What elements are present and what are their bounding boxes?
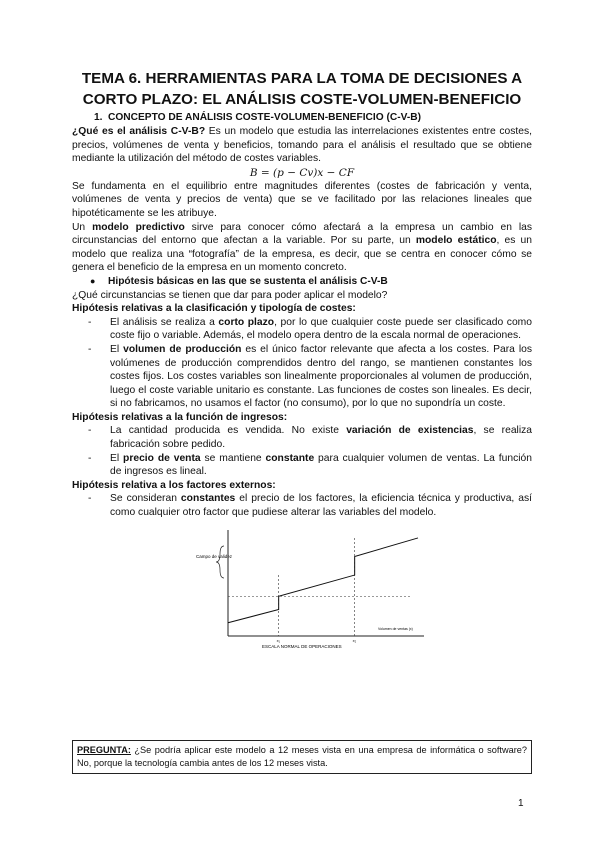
text-span: La cantidad producida es vendida. No existe: [110, 425, 347, 437]
term-predictive-model: modelo predictivo: [92, 221, 185, 233]
intro-paragraph: [72, 125, 532, 166]
x-tick-label: x₂: [352, 637, 357, 643]
text-span: para cualquier volumen de ventas. La función de ingresos es lineal.: [110, 452, 532, 478]
cvb-chart-svg: [192, 524, 432, 654]
cvb-chart: [72, 524, 532, 654]
section-number: 1.: [94, 112, 103, 123]
x-tick-label: x₁: [276, 637, 281, 643]
term-static-model: modelo estático: [415, 235, 497, 247]
text-span: el precio de los factores, la eficiencia técnica y productiva, así como cualquier otro factor que pudiese alterar las variables del modelo.: [110, 493, 532, 519]
page-body: [72, 68, 532, 654]
text-span: , es un modelo que realiza una “fotografía” de la empresa, es decir, que se centra en conocer cómo se genera el beneficio de la empresa en un momento concreto.: [72, 235, 532, 274]
bullet-icon: ●: [90, 275, 96, 286]
text-span: Un: [72, 221, 93, 233]
hypothesis-income-heading: Hipótesis relativas a la función de ingresos:: [72, 411, 288, 423]
profit-formula: B = (p − Cv)x − CF: [249, 166, 355, 179]
term-bold: constante: [265, 452, 315, 464]
bullet-text: Hipótesis básicas en las que se sustenta el análisis C-V-B: [108, 275, 388, 287]
page-number: 1: [518, 798, 524, 809]
text-span: , por lo que cualquier coste puede ser clasificado como coste fijo o variable. Además, el modelo opera dentro de la escala normal de operaciones.: [110, 316, 532, 342]
term-bold: constantes: [180, 493, 236, 505]
hypothesis-costs-list: [72, 316, 532, 411]
list-item: - Se consideran constantes el precio de los factores, la eficiencia técnica y productiva, así como cualquier otro factor que pudiese alterar las variables del modelo.: [88, 493, 532, 519]
hypothesis-external-heading: Hipótesis relativa a los factores externos:: [72, 479, 276, 491]
term-bold: corto plazo: [218, 316, 275, 328]
validity-brace: [216, 546, 224, 578]
x-axis-label: ESCALA NORMAL DE OPERACIONES: [262, 643, 342, 649]
hypothesis-costs-heading: Hipótesis relativas a la clasificación y tipología de costes:: [72, 303, 356, 315]
list-item: - El precio de venta se mantiene constante para cualquier volumen de ventas. La función de ingresos es lineal.: [88, 452, 532, 478]
question-label: PREGUNTA:: [77, 745, 131, 755]
text-span: sirve para conocer cómo afectará a la empresa un cambio en las circunstancias del entorno que afectan a la variable. Por su parte, un: [72, 221, 532, 247]
term-bold: precio de venta: [123, 452, 201, 464]
term-bold: variación de existencias: [346, 425, 474, 437]
document-title: TEMA 6. HERRAMIENTAS PARA LA TOMA DE DECISIONES A CORTO PLAZO: EL ANÁLISIS COSTE-VOLUMEN-BENEFICIO: [81, 70, 523, 108]
term-bold: volumen de producción: [123, 343, 242, 355]
text-span: se mantiene: [200, 452, 266, 464]
cost-function-line: [228, 538, 418, 623]
section-title: CONCEPTO DE ANÁLISIS COSTE-VOLUMEN-BENEFICIO (C-V-B): [108, 112, 421, 123]
text-span: , se realiza fabricación sobre pedido.: [110, 425, 532, 451]
hypothesis-income-list: [72, 424, 532, 478]
text-span: El análisis se realiza a: [110, 316, 219, 328]
question-text: ¿Se podría aplicar este modelo a 12 meses vista en una empresa de informática o software? No, porque la tecnología cambia antes de los 12 meses vista.: [77, 745, 527, 768]
x-axis-right-label: Volumen de ventas (x): [378, 626, 413, 631]
hypothesis-external-list: [72, 492, 532, 519]
section-heading: [94, 111, 532, 125]
text-span: es el único factor relevante que afecta a los costes. Para los volúmenes de producción comprendidos dentro del rango, se mantienen constantes los costes fijos. Los costes variables son linealmente proporcionales al volumen de producción, luego el coste variable unitario es constante. Las funciones de costes son lineales. Es decir, si no fabricamos, no usamos el factor (no consumo), por lo que no supondría un coste.: [110, 343, 532, 410]
fundament-paragraph: Se fundamenta en el equilibrio entre magnitudes diferentes (costes de fabricación y venta, volúmenes de venta y precios de venta) que se ve facilitado por las relaciones lineales que hipotéticamente se les atribuye.: [72, 180, 532, 219]
model-paragraph: [72, 221, 532, 275]
list-item: - El análisis se realiza a corto plazo, por lo que cualquier coste puede ser clasificado como coste fijo o variable. Además, el modelo opera dentro de la escala normal de operaciones.: [88, 316, 532, 342]
y-axis-label: Campo de validez: [196, 553, 233, 559]
circumstances-question: ¿Qué circunstancias se tienen que dar para poder aplicar el modelo?: [72, 289, 388, 301]
text-span: El: [110, 343, 124, 355]
bullet-heading: [90, 275, 532, 289]
intro-answer: Es un modelo que estudia las interrelaciones existentes entre costes, precios, volúmenes de venta y beneficios, tomando para el análisis el resultado que se obtiene mediante la utilización del método de costes variables.: [72, 126, 532, 165]
question-box: [72, 740, 532, 774]
text-span: Se consideran: [110, 493, 181, 505]
list-item: - La cantidad producida es vendida. No existe variación de existencias, se realiza fabricación sobre pedido.: [88, 425, 532, 451]
intro-question: ¿Qué es el análisis C-V-B?: [72, 126, 206, 137]
list-item: - El volumen de producción es el único factor relevante que afecta a los costes. Para los volúmenes de producción comprendidos dentro del rango, se mantienen constantes los costes fijos. Los costes variables son linealmente proporcionales al volumen de producción, luego el coste variable unitario es constante. Las funciones de costes son lineales. Es decir, si no fabricamos, no usamos el factor (no consumo), por lo que no supondría un coste.: [88, 343, 532, 410]
text-span: El: [110, 452, 124, 464]
